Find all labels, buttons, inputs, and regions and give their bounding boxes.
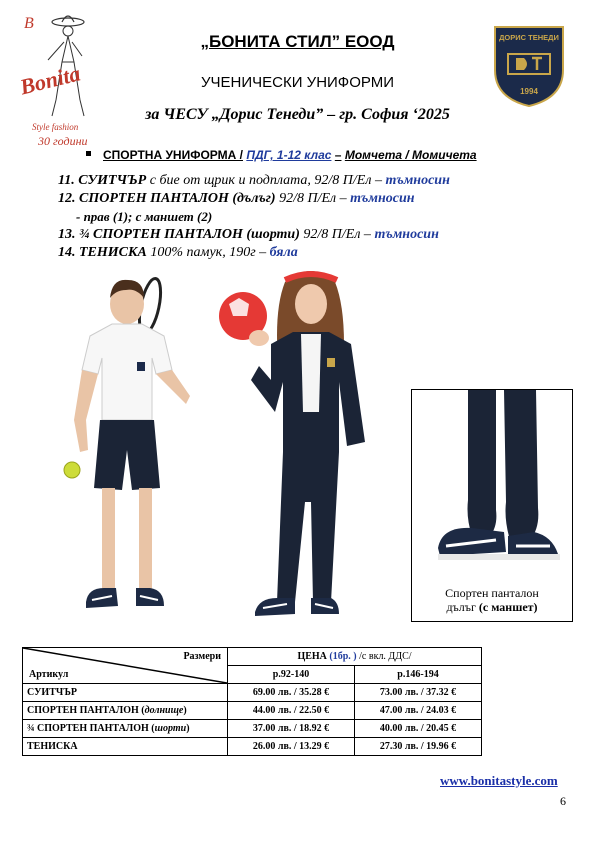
list-item-sub: - прав (1); с маншет (2)	[76, 209, 213, 224]
document-subtitle: УЧЕНИЧЕСКИ УНИФОРМИ	[201, 74, 394, 91]
inset-caption: Спортен панталон дълъг (с маншет)	[445, 586, 539, 614]
bullet-icon	[86, 151, 91, 156]
table-row: ТЕНИСКА 26.00 лв. / 13.29 € 27.30 лв. / 19.96 €	[23, 738, 482, 756]
svg-text:ДОРИС ТЕНЕДИ: ДОРИС ТЕНЕДИ	[499, 33, 559, 42]
section-header: СПОРТНА УНИФОРМА / ПДГ, 1-12 клас – Момчета / Момичета	[86, 148, 477, 162]
list-item: 14. ТЕНИСКА 100% памук, 190г – бяла	[58, 245, 298, 260]
svg-text:B: B	[24, 15, 34, 32]
pants-cuff-inset	[411, 389, 573, 622]
girl-uniform-photo	[215, 262, 390, 622]
shield-icon	[492, 24, 566, 108]
table-row: СПОРТЕН ПАНТАЛОН (долнище) 44.00 лв. / 22.50 € 47.00 лв. / 24.03 €	[23, 702, 482, 720]
list-item: 12. СПОРТЕН ПАНТАЛОН (дълъг) 92/8 П/Ел – тъмносин	[58, 191, 415, 206]
size-range-2: р.146-194	[355, 666, 482, 684]
price-table	[22, 647, 482, 756]
school-line: за ЧЕСУ „Дорис Тенеди” – гр. София ‘2025	[145, 106, 450, 123]
company-name: „БОНИТА СТИЛ” ЕООД	[200, 32, 395, 51]
uniform-items-list	[58, 172, 450, 262]
svg-text:1994: 1994	[520, 87, 538, 96]
website-link[interactable]: www.bonitastyle.com	[440, 773, 558, 788]
table-corner-header: Размери Артикул	[23, 648, 228, 684]
boy-uniform-photo	[52, 270, 202, 622]
school-shield-logo	[492, 24, 566, 108]
logo-years: 30 години	[38, 134, 88, 148]
table-row: ¾ СПОРТЕН ПАНТАЛОН (шорти) 37.00 лв. / 18.92 € 40.00 лв. / 20.45 €	[23, 720, 482, 738]
list-item: 11. СУИТЧЪР с бие от щрик и подплата, 92/8 П/Ел – тъмносин	[58, 173, 450, 188]
table-row: СУИТЧЪР 69.00 лв. / 35.28 € 73.00 лв. / 37.32 €	[23, 684, 482, 702]
logo-tagline: Style fashion	[32, 122, 79, 132]
price-header: ЦЕНА (1бр. ) /с вкл. ДДС/	[228, 648, 482, 666]
pants-cuff-photo	[412, 390, 571, 580]
size-range-1: р.92-140	[228, 666, 355, 684]
list-item: 13. ¾ СПОРТЕН ПАНТАЛОН (шорти) 92/8 П/Ел – тъмносин	[58, 227, 439, 242]
svg-text:Bonita: Bonita	[18, 60, 83, 100]
page-number: 6	[560, 794, 566, 808]
